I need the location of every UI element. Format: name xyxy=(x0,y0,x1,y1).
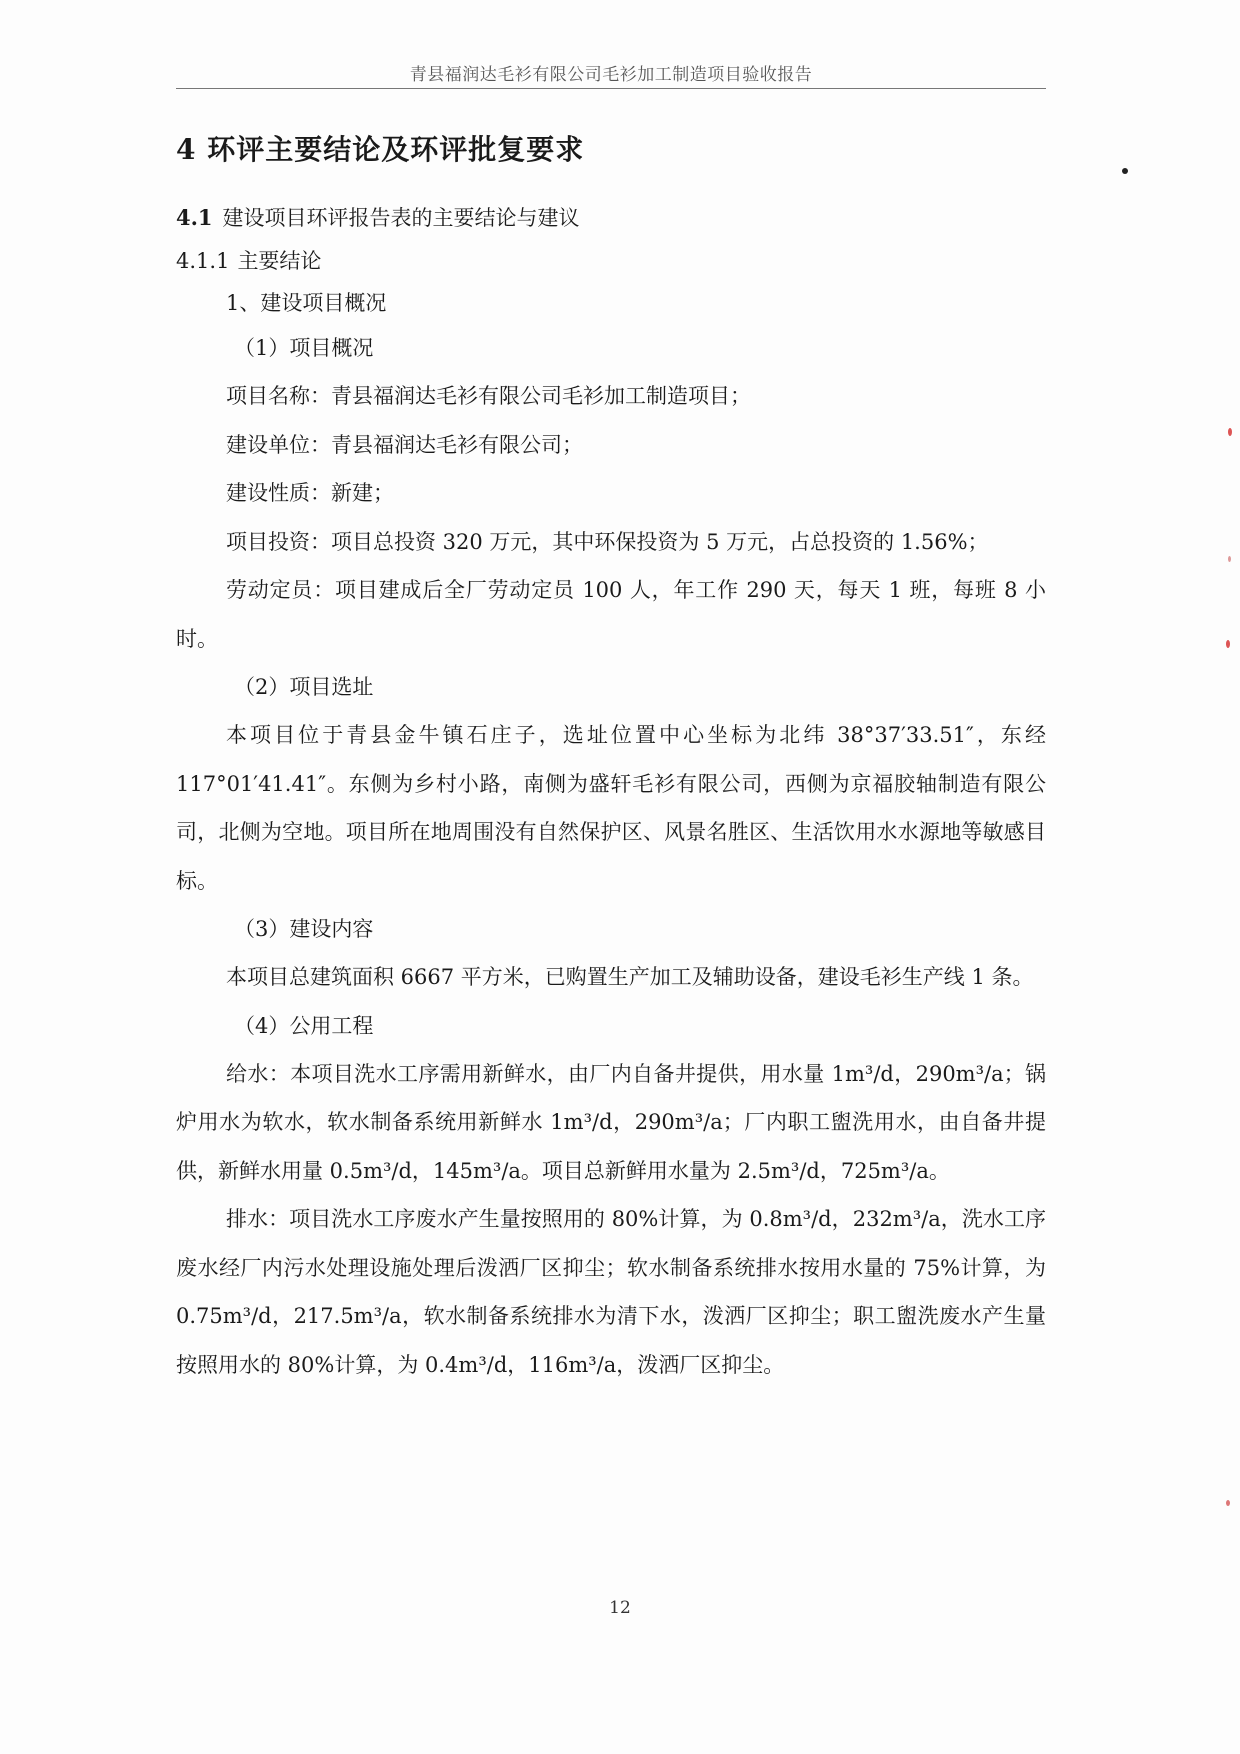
sub-heading-overview: （1）项目概况 xyxy=(234,336,374,360)
subsection-title: 建设项目环评报告表的主要结论与建议 xyxy=(222,206,580,230)
paragraph-content: 本项目总建筑面积 6667 平方米，已购置生产加工及辅助设备，建设毛衫生产线 1 条。 xyxy=(226,965,1034,989)
paragraph-drainage: 排水：项目洗水工序废水产生量按照用的 80%计算，为 0.8m³/d，232m³/a，洗水工序废水经厂内污水处理设施处理后泼洒厂区抑尘；软水制备系统排水按用水量的 75%计算，为 0.75m³/d，217.5m³/a，软水制备系统排水为清下水，泼洒厂区抑尘；职工盥洗废水产生量按照用水的 80%计算，为 0.4m³/d，116m³/a，泼洒厂区抑尘。 xyxy=(176,1207,1046,1377)
scan-speck xyxy=(1228,556,1231,562)
section-heading xyxy=(176,128,1046,172)
sub-heading-site: （2）项目选址 xyxy=(234,675,374,699)
sub-heading-utilities: （4）公用工程 xyxy=(234,1013,374,1038)
section-title: 环评主要结论及环评批复要求 xyxy=(207,133,585,166)
sub-heading-content: （3）建设内容 xyxy=(234,917,374,941)
subsubsection-title: 主要结论 xyxy=(237,249,322,273)
page-number: 12 xyxy=(609,1598,631,1618)
paragraph-builder: 建设单位：青县福润达毛衫有限公司； xyxy=(226,432,583,457)
running-header: 青县福润达毛衫有限公司毛衫加工制造项目验收报告 xyxy=(409,65,813,85)
paragraph-project-name: 项目名称：青县福润达毛衫有限公司毛衫加工制造项目； xyxy=(226,384,751,408)
header-rule xyxy=(176,88,1046,89)
paragraph-nature: 建设性质：新建； xyxy=(226,481,394,505)
list-item-overview: 1、建设项目概况 xyxy=(226,291,387,315)
scan-speck xyxy=(1226,1500,1230,1506)
subsubsection-number: 4.1.1 xyxy=(176,249,230,273)
paragraph-site: 本项目位于青县金牛镇石庄子，选址位置中心坐标为北纬 38°37′33.51″，东经 117°01′41.41″。东侧为乡村小路，南侧为盛轩毛衫有限公司，西侧为京福胶轴制造有限公司，北侧为空地。项目所在地周围没有自然保护区、风景名胜区、生活饮用水水源地等敏感目标。 xyxy=(176,723,1046,893)
subsection-heading xyxy=(176,196,1046,240)
scan-speck xyxy=(1226,640,1230,648)
page-content xyxy=(176,128,1046,1389)
scan-speck xyxy=(1228,428,1232,436)
paragraph-water-supply: 给水：本项目洗水工序需用新鲜水，由厂内自备井提供，用水量 1m³/d，290m³/a；锅炉用水为软水，软水制备系统用新鲜水 1m³/d，290m³/a；厂内职工盥洗用水，由自备井提供，新鲜水用量 0.5m³/d，145m³/a。项目总新鲜用水量为 2.5m³/d，725m³/a。 xyxy=(176,1061,1046,1183)
section-number: 4 xyxy=(176,133,197,166)
subsubsection-heading xyxy=(176,240,1046,282)
paragraph-investment: 项目投资：项目总投资 320 万元，其中环保投资为 5 万元，占总投资的 1.56%； xyxy=(226,529,989,554)
paragraph-staffing: 劳动定员：项目建成后全厂劳动定员 100 人，年工作 290 天，每天 1 班，每班 8 小时。 xyxy=(176,578,1046,651)
scan-speck xyxy=(1122,168,1128,174)
subsection-number: 4.1 xyxy=(176,205,213,230)
